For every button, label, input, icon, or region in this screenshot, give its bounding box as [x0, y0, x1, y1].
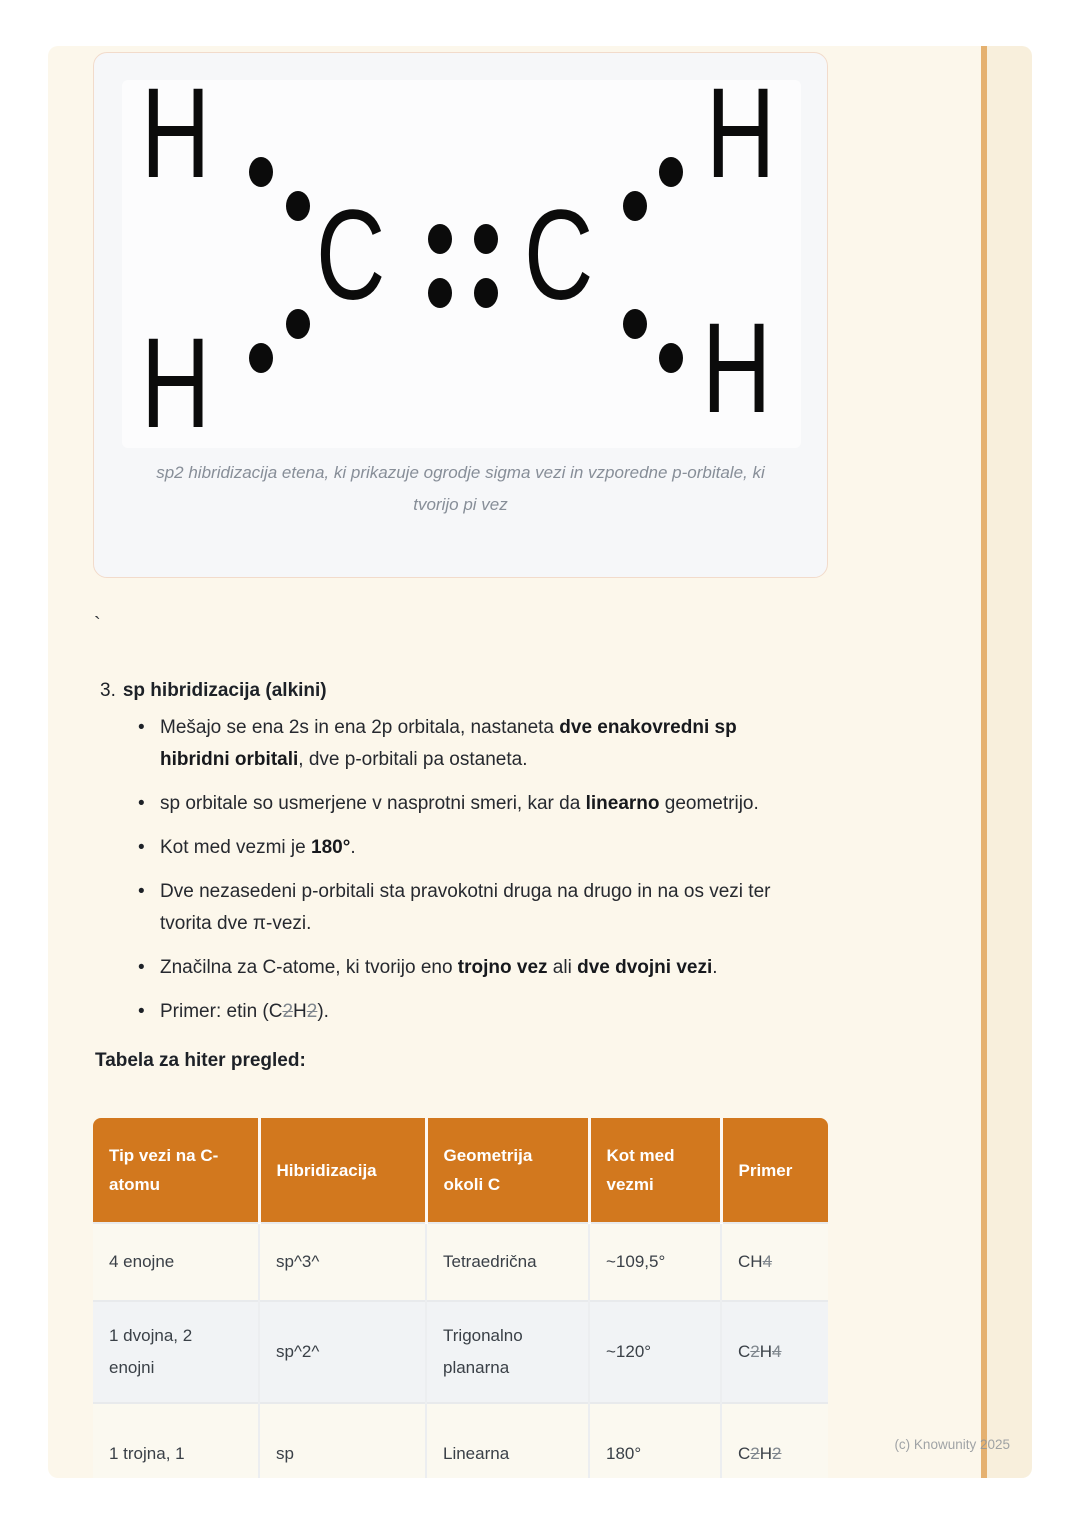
text-segment: 2: [750, 1443, 760, 1463]
atom-label-h-bottom-left: H: [141, 312, 211, 455]
text-segment: 4 enojne: [109, 1252, 175, 1271]
text-segment: 2: [282, 1001, 294, 1022]
electron-dot: [623, 191, 647, 221]
text-segment: dve enakovredni sp hibridni orbitali: [160, 717, 737, 770]
table-header-cell: Kot med vezmi: [589, 1118, 721, 1223]
table-cell: [589, 1223, 721, 1301]
table-cell: [589, 1403, 721, 1478]
atom-label-h-top-right: H: [706, 62, 776, 205]
text-segment: Značilna za C-atome, ki tvorijo eno: [160, 957, 458, 978]
table-row: [93, 1403, 828, 1478]
figure-caption: sp2 hibridizacija etena, ki prikazuje ogrodje sigma vezi in vzporedne p-orbitale, ki tvorijo pi vez: [156, 463, 765, 514]
atom-label-c-right: C: [524, 184, 594, 327]
table-body: [93, 1223, 828, 1478]
section-number: 3.: [100, 680, 116, 701]
text-segment: linearno: [585, 793, 660, 814]
lewis-structure-figure: [122, 62, 801, 455]
quick-overview-table: [93, 1118, 828, 1478]
electron-dot: [659, 343, 683, 373]
text-segment: CH: [738, 1252, 763, 1271]
electron-dot: [428, 278, 452, 308]
table-header-row: [93, 1118, 828, 1223]
table-cell: [426, 1301, 589, 1403]
bullet-item: [100, 788, 790, 820]
bullet-item: [100, 952, 790, 984]
bullet-item: [100, 712, 790, 776]
text-segment: C: [738, 1443, 751, 1463]
text-segment: ~120°: [606, 1342, 652, 1361]
bullet-item: [100, 996, 790, 1028]
section-heading: [100, 676, 327, 706]
text-segment: sp^2^: [276, 1342, 320, 1361]
table-cell: [93, 1223, 259, 1301]
table-row: [93, 1301, 828, 1403]
text-segment: C: [738, 1342, 751, 1361]
text-segment: Dve nezasedeni p-orbitali sta pravokotni druga na drugo in na os vezi ter tvorita dve π-vezi.: [160, 881, 771, 934]
table-cell: [259, 1223, 426, 1301]
text-segment: dve dvojni vezi: [577, 957, 713, 978]
bullet-item: [100, 876, 790, 940]
section-title: sp hibridizacija (alkini): [122, 680, 327, 701]
table-cell: [589, 1301, 721, 1403]
text-segment: 4: [772, 1342, 782, 1361]
table-cell: [93, 1301, 259, 1403]
electron-dot: [286, 309, 310, 339]
text-segment: 1 dvojna, 2 enojni: [109, 1326, 193, 1377]
text-segment: ).: [317, 1001, 329, 1022]
text-segment: .: [712, 957, 718, 978]
text-segment: Primer: etin (C: [160, 1001, 283, 1022]
text-segment: Trigonalno planarna: [443, 1326, 523, 1377]
table-cell: [259, 1301, 426, 1403]
text-segment: 180°: [311, 837, 351, 858]
text-segment: sp: [276, 1443, 294, 1463]
table-cell: [259, 1403, 426, 1478]
table-heading: Tabela za hiter pregled:: [95, 1050, 306, 1071]
text-segment: 2: [306, 1001, 318, 1022]
text-segment: geometrijo.: [659, 793, 759, 814]
table-cell: [721, 1403, 828, 1478]
electron-dot: [249, 343, 273, 373]
table-header-cell: Hibridizacija: [259, 1118, 426, 1223]
text-segment: Tetraedrična: [443, 1252, 537, 1271]
text-segment: 2: [772, 1443, 782, 1463]
text-segment: 2: [750, 1342, 760, 1361]
text-segment: Linearna: [443, 1443, 510, 1463]
text-segment: Mešajo se ena 2s in ena 2p orbitala, nastaneta: [160, 717, 560, 738]
text-segment: H: [759, 1443, 773, 1463]
atom-label-h-bottom-right: H: [702, 297, 772, 440]
electron-dot: [249, 157, 273, 187]
text-segment: H: [759, 1342, 773, 1361]
bullet-list: [100, 712, 790, 1040]
atom-label-h-top-left: H: [141, 62, 211, 205]
table-cell: [721, 1301, 828, 1403]
electron-dot: [286, 191, 310, 221]
text-segment: sp orbitale so usmerjene v nasprotni smeri, kar da: [160, 793, 586, 814]
text-segment: ali: [547, 957, 578, 978]
table-cell: [721, 1223, 828, 1301]
table-header-cell: Geometrija okoli C: [426, 1118, 589, 1223]
atom-label-c-left: C: [316, 184, 386, 327]
text-segment: H: [293, 1001, 307, 1022]
table-cell: [426, 1223, 589, 1301]
electron-dot: [623, 309, 647, 339]
stray-backtick: `: [94, 614, 101, 636]
electron-dot: [474, 224, 498, 254]
text-segment: Kot med vezmi je: [160, 837, 311, 858]
table-header-cell: Tip vezi na C-atomu: [93, 1118, 259, 1223]
table-header-cell: Primer: [721, 1118, 828, 1223]
table-row: [93, 1223, 828, 1301]
sheet-margin-line: [981, 46, 1032, 1478]
electron-dot: [659, 157, 683, 187]
text-segment: ~109,5°: [606, 1252, 666, 1271]
notebook-sheet: [48, 46, 1032, 1478]
text-segment: .: [350, 837, 356, 858]
bullet-item: [100, 832, 790, 864]
text-segment: 1 trojna, 1: [109, 1443, 185, 1463]
figure-card: [93, 52, 828, 578]
electron-dot: [428, 224, 452, 254]
text-segment: sp^3^: [276, 1252, 320, 1271]
text-segment: trojno vez: [457, 957, 548, 978]
electron-dot: [474, 278, 498, 308]
table-cell: [93, 1403, 259, 1478]
text-segment: 180°: [606, 1443, 642, 1463]
text-segment: , dve p-orbitali pa ostaneta.: [298, 749, 528, 770]
copyright-watermark: (c) Knowunity 2025: [894, 1437, 1010, 1452]
text-segment: 4: [762, 1252, 773, 1271]
table-cell: [426, 1403, 589, 1478]
